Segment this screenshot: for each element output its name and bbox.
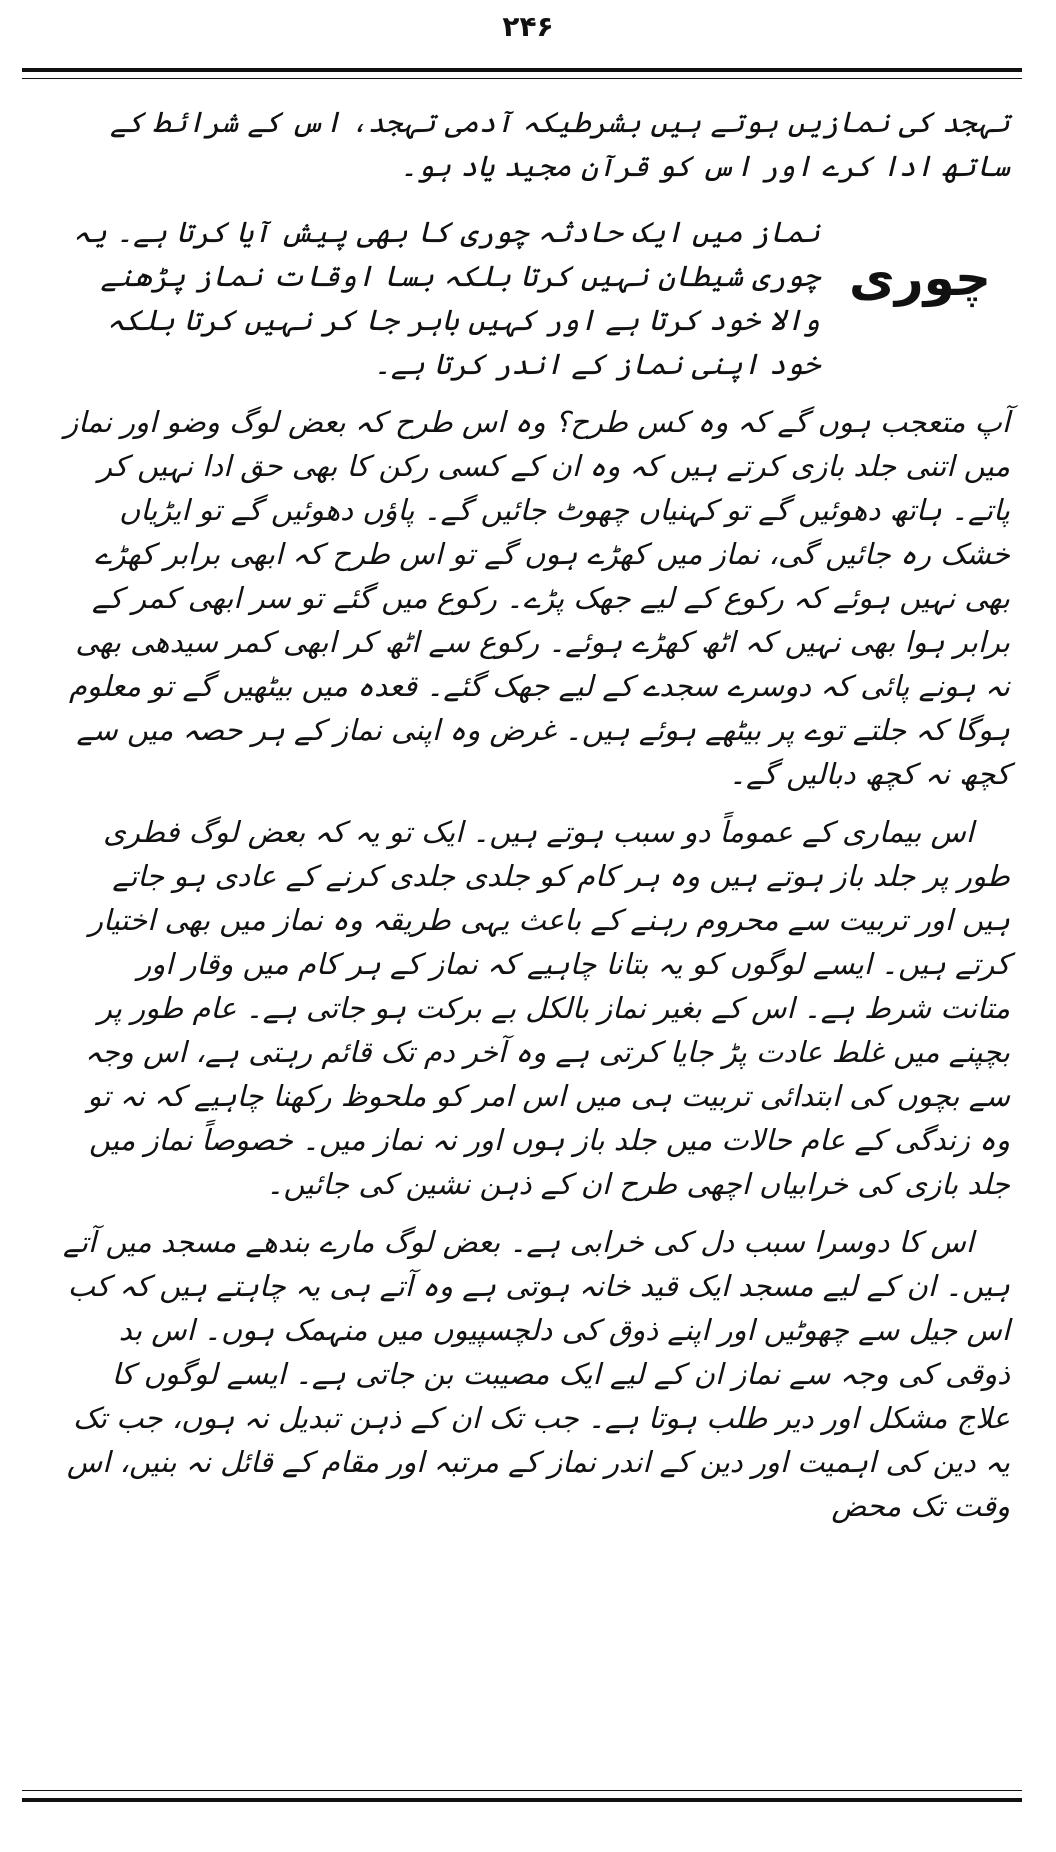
paragraph-theft-intro: نماز میں ایک حادثہ چوری کا بھی پیش آیا کرتا ہے۔ یہ چوری شیطان نہیں کرتا بلکہ بسا اوقات نماز پڑھنے والا خود کرتا ہے اور کہیں باہر جا کر نہیں کرتا بلکہ خود اپنی نماز کے اندر کرتا ہے۔ bbox=[72, 215, 820, 381]
header-rule-thin bbox=[22, 78, 1022, 79]
header-rule-thick bbox=[22, 68, 1022, 72]
page-number: ۲۴۶ bbox=[502, 10, 554, 43]
footer-rule-thin bbox=[22, 1790, 1022, 1791]
paragraph-first-cause: اس بیماری کے عموماً دو سبب ہوتے ہیں۔ ایک تو یہ کہ بعض لوگ فطری طور پر جلد باز ہوتے ہیں وہ ہر کام کو جلدی جلدی کرنے کے عادی ہو جاتے ہیں اور تربیت سے محروم رہنے کے باعث یہی طریقہ وہ نماز میں بھی اختیار کرتے ہیں۔ ایسے لوگوں کو یہ بتانا چاہیے کہ نماز کے ہر کام میں وقار اور متانت شرط ہے۔ اس کے بغیر نماز بالکل بے برکت ہو جاتی ہے۔ عام طور پر بچپنے میں غلط عادت پڑ جایا کرتی ہے وہ آخر دم تک قائم رہتی ہے، اس وجہ سے بچوں کی ابتدائی تربیت ہی میں اس امر کو ملحوظ رکھنا چاہیے کہ نہ تو وہ زندگی کے عام حالات میں جلد باز ہوں اور نہ نماز میں۔ خصوصاً نماز میں جلد بازی کی خرابیاں اچھی طرح ان کے ذہن نشین کی جائیں۔ bbox=[84, 815, 1010, 1201]
page-body bbox=[60, 100, 1010, 1542]
section-theft bbox=[60, 210, 1010, 386]
footer-rule-thick bbox=[22, 1798, 1022, 1802]
section-heading: چوری bbox=[849, 249, 991, 307]
paragraph-second-cause: اس کا دوسرا سبب دل کی خرابی ہے۔ بعض لوگ مارے بندھے مسجد میں آتے ہیں۔ ان کے لیے مسجد ایک قید خانہ ہوتی ہے وہ آتے ہی یہ چاہتے ہیں کہ کب اس جیل سے چھوٹیں اور اپنے ذوق کی دلچسپیوں میں منہمک ہوں۔ اس بد ذوقی کی وجہ سے نماز ان کے لیے ایک مصیبت بن جاتی ہے۔ ایسے لوگوں کا علاج مشکل اور دیر طلب ہوتا ہے۔ جب تک ان کے ذہن تبدیل نہ ہوں، جب تک یہ دین کی اہمیت اور دین کے اندر نماز کے مرتبہ اور مقام کے قائل نہ بنیں، اس وقت تک محض bbox=[62, 1225, 1010, 1523]
paragraph-haste-description: آپ متعجب ہوں گے کہ وہ کس طرح؟ وہ اس طرح کہ بعض لوگ وضو اور نماز میں اتنی جلد بازی کرتے ہیں کہ وہ ان کے کسی رکن کا بھی حق ادا نہیں کر پاتے۔ ہاتھ دھوئیں گے تو کہنیاں چھوٹ جائیں گے۔ پاؤں دھوئیں گے تو ایڑیاں خشک رہ جائیں گی، نماز میں کھڑے ہوں گے تو اس طرح کہ ابھی برابر کھڑے بھی نہیں ہوئے کہ رکوع کے لیے جھک پڑے۔ رکوع میں گئے تو سر ابھی کمر کے برابر ہوا بھی نہیں کہ اٹھ کھڑے ہوئے۔ رکوع سے اٹھ کر ابھی کمر سیدھی بھی نہ ہونے پائی کہ دوسرے سجدے کے لیے جھک گئے۔ قعدہ میں بیٹھیں گے تو معلوم ہوگا کہ جلتے توے پر بیٹھے ہوئے ہیں۔ غرض وہ اپنی نماز کے ہر حصہ میں سے کچھ نہ کچھ دبالیں گے۔ bbox=[64, 405, 1010, 791]
paragraph-tahajjud: تہجد کی نمازیں ہوتے ہیں بشرطیکہ آدمی تہجد، اس کے شرائط کے ساتھ ادا کرے اور اس کو قرآن مجید یاد ہو۔ bbox=[109, 105, 1010, 183]
